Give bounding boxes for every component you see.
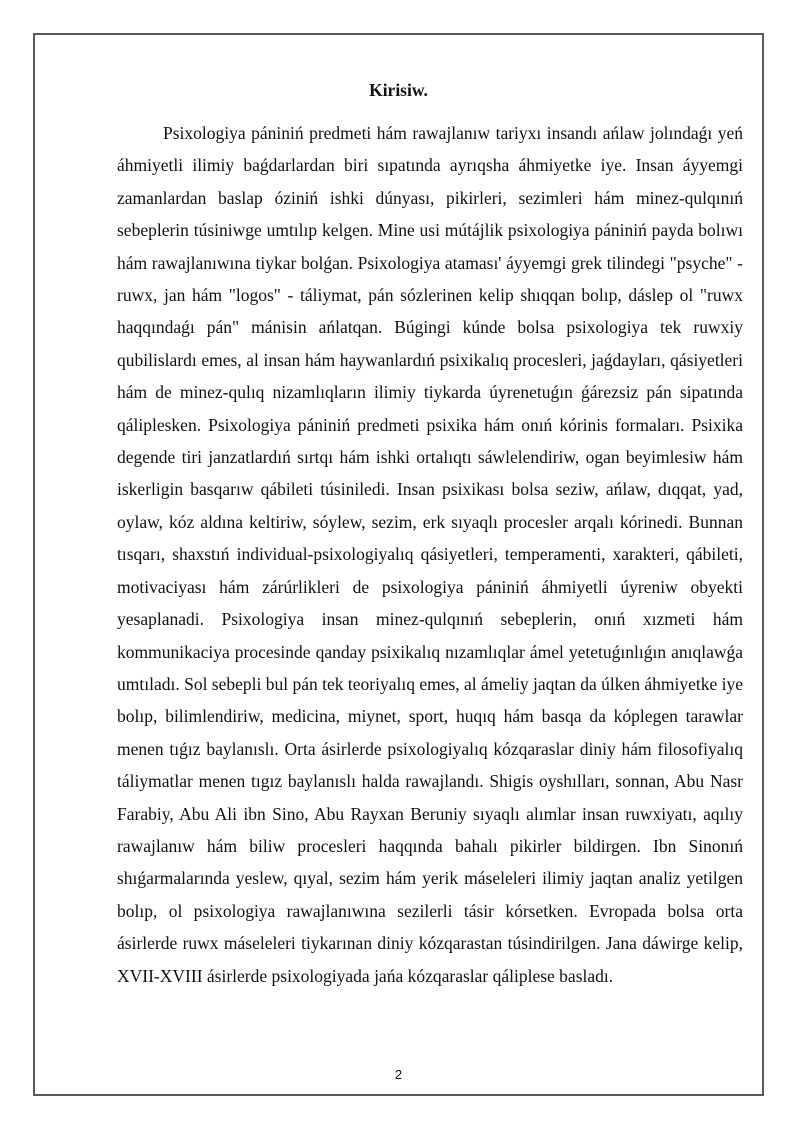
document-page <box>33 33 764 1096</box>
page-title: Kirisiw. <box>369 80 428 100</box>
body-paragraph: Psixologiya pániniń predmeti hám rawajlanıw tariyxı insandı ańlaw jolındaǵı yeń áhmiyetli ilimiy baǵdarlardan biri sıpatında ayrıqsha áhmiyetke iye. Insan áyyemgi zamanlardan baslap óziniń ishki dúnyası, pikirleri, sezimleri hám minez-qulqınıń sebeplerin túsiniwge umtılıp kelgen. Mine usi mútájlik psixologiya pániniń payda bolıwı hám rawajlanıwına tiykar bolǵan. Psixologiya ataması' áyyemgi grek tilindegi "psyche" - ruwx, jan hám "logos" - táliymat, pán sózlerinen kelip shıqqan bolıp, dáslep ol "ruwx haqqındaǵı pán" mánisin ańlatqan. Búgingi kúnde bolsa psixologiya tek ruwxiy qubilislardı emes, al insan hám haywanlardıń psixikalıq procesleri, jaǵdayları, qásiyetleri hám de minez-qulıq nizamlıqların ilimiy tiykarda úyrenetuǵın ǵárezsiz pán sipatında qáliplesken. Psixologiya pániniń predmeti psixika hám onıń kórinis formaları. Psixika degende tiri janzatlardıń sırtqı hám ishki ortalıqtı sáwlelendiriw, ogan beyimlesiw hám iskerligin basqarıw qábileti túsiniledi. Insan psixikası bolsa seziw, ańlaw, dıqqat, yad, oylaw, kóz aldına keltiriw, sóylew, sezim, erk sıyaqlı procesler arqalı kórinedi. Bunnan tısqarı, shaxstıń individual-psixologiyalıq qásiyetleri, temperamenti, xarakteri, qábileti, motivaciyası hám zárúrlikleri de psixologiya pániniń áhmiyetli úyreniw obyekti yesaplanadi. Psixologiya insan minez-qulqınıń sebeplerin, onıń xızmeti hám kommunikaciya procesinde qanday psixikalıq nızamlıqlar ámel yetetuǵınlıǵın anıqlawǵa umtıladı. Sol sebepli bul pán tek teoriyalıq emes, al ámeliy jaqtan da úlken áhmiyetke iye bolıp, bilimlendiriw, medicina, miynet, sport, huqıq hám basqa da kóplegen tarawlar menen tıǵız baylanıslı. Orta ásirlerde psixologiyalıq kózqaraslar diniy hám filosofiyalıq táliymatlar menen tıgız baylanıslı halda rawajlandı. Shigis oyshılları, sonnan, Abu Nasr Farabiy, Abu Ali ibn Sino, Abu Rayxan Beruniy sıyaqlı alımlar insan ruwxiyatı, aqılıy rawajlanıw hám biliw procesleri haqqında bahalı pikirler bildirgen. Ibn Sinonıń shıǵarmalarında yeslew, qıyal, sezim hám yerik máseleleri ilimiy jaqtan analiz yetilgen bolıp, ol psixologiya rawajlanıwına sezilerli tásir kórsetken. Evropada bolsa orta ásirlerde ruwx máseleleri tiykarınan diniy kózqarastan túsindirilgen. Jana dáwirge kelip, XVII-XVIII ásirlerde psixologiyada jańa kózqaraslar qáliplese basladı. <box>117 123 743 986</box>
page-number: 2 <box>394 1067 403 1082</box>
